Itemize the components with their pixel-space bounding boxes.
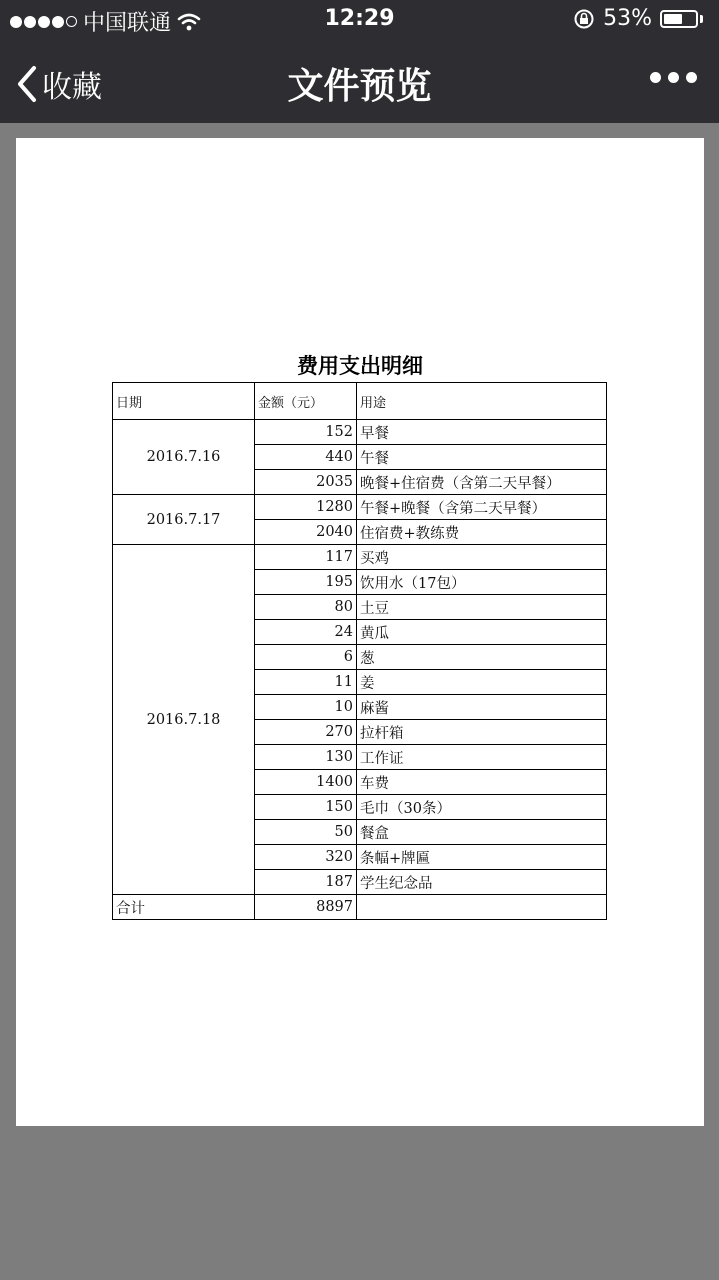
- purpose-cell: 毛巾（30条）: [357, 795, 607, 820]
- purpose-cell: 车费: [357, 770, 607, 795]
- status-right: [573, 6, 703, 31]
- nav-bar: [0, 40, 719, 123]
- document-title: 费用支出明细: [297, 354, 423, 378]
- amount-cell: 187: [255, 870, 357, 895]
- amount-cell: 152: [255, 420, 357, 445]
- purpose-cell: 晚餐+住宿费（含第二天早餐）: [357, 470, 607, 495]
- amount-cell: 6: [255, 645, 357, 670]
- header-purpose: 用途: [357, 383, 607, 420]
- purpose-cell: 土豆: [357, 595, 607, 620]
- table-row: [113, 420, 607, 445]
- amount-cell: 2035: [255, 470, 357, 495]
- chevron-left-icon: [16, 65, 38, 103]
- amount-cell: 130: [255, 745, 357, 770]
- amount-cell: 10: [255, 695, 357, 720]
- expense-table: [112, 382, 607, 920]
- battery-icon: [660, 10, 698, 28]
- orientation-lock-icon: [573, 8, 595, 30]
- amount-cell: 1400: [255, 770, 357, 795]
- amount-cell: 270: [255, 720, 357, 745]
- amount-cell: 150: [255, 795, 357, 820]
- total-empty: [357, 895, 607, 920]
- purpose-cell: 黄瓜: [357, 620, 607, 645]
- total-amount: 8897: [255, 895, 357, 920]
- purpose-cell: 麻酱: [357, 695, 607, 720]
- status-bar: [0, 0, 719, 40]
- header-amount: 金额（元）: [255, 383, 357, 420]
- amount-cell: 2040: [255, 520, 357, 545]
- carrier-label: 中国联通: [83, 11, 172, 36]
- amount-cell: 440: [255, 445, 357, 470]
- table-header-row: [113, 383, 607, 420]
- total-row: [113, 895, 607, 920]
- purpose-cell: 早餐: [357, 420, 607, 445]
- back-label: 收藏: [42, 70, 102, 105]
- date-cell: 2016.7.18: [113, 545, 255, 895]
- table-row: [113, 545, 607, 570]
- document-page: [16, 138, 704, 1126]
- purpose-cell: 饮用水（17包）: [357, 570, 607, 595]
- back-button[interactable]: [16, 62, 102, 106]
- battery-tip: [700, 15, 703, 23]
- purpose-cell: 买鸡: [357, 545, 607, 570]
- purpose-cell: 学生纪念品: [357, 870, 607, 895]
- purpose-cell: 午餐+晚餐（含第二天早餐）: [357, 495, 607, 520]
- purpose-cell: 葱: [357, 645, 607, 670]
- more-icon[interactable]: [650, 72, 697, 83]
- amount-cell: 320: [255, 845, 357, 870]
- purpose-cell: 住宿费+教练费: [357, 520, 607, 545]
- amount-cell: 1280: [255, 495, 357, 520]
- amount-cell: 195: [255, 570, 357, 595]
- purpose-cell: 条幅+牌匾: [357, 845, 607, 870]
- header-date: 日期: [113, 383, 255, 420]
- amount-cell: 80: [255, 595, 357, 620]
- purpose-cell: 餐盒: [357, 820, 607, 845]
- clock: 12:29: [324, 6, 395, 31]
- amount-cell: 11: [255, 670, 357, 695]
- amount-cell: 24: [255, 620, 357, 645]
- purpose-cell: 姜: [357, 670, 607, 695]
- page-title: 文件预览: [287, 66, 432, 107]
- purpose-cell: 午餐: [357, 445, 607, 470]
- amount-cell: 117: [255, 545, 357, 570]
- date-cell: 2016.7.16: [113, 420, 255, 495]
- date-cell: 2016.7.17: [113, 495, 255, 545]
- battery-percent: 53%: [603, 6, 652, 31]
- total-label: 合计: [113, 895, 255, 920]
- purpose-cell: 拉杆箱: [357, 720, 607, 745]
- table-row: [113, 495, 607, 520]
- purpose-cell: 工作证: [357, 745, 607, 770]
- amount-cell: 50: [255, 820, 357, 845]
